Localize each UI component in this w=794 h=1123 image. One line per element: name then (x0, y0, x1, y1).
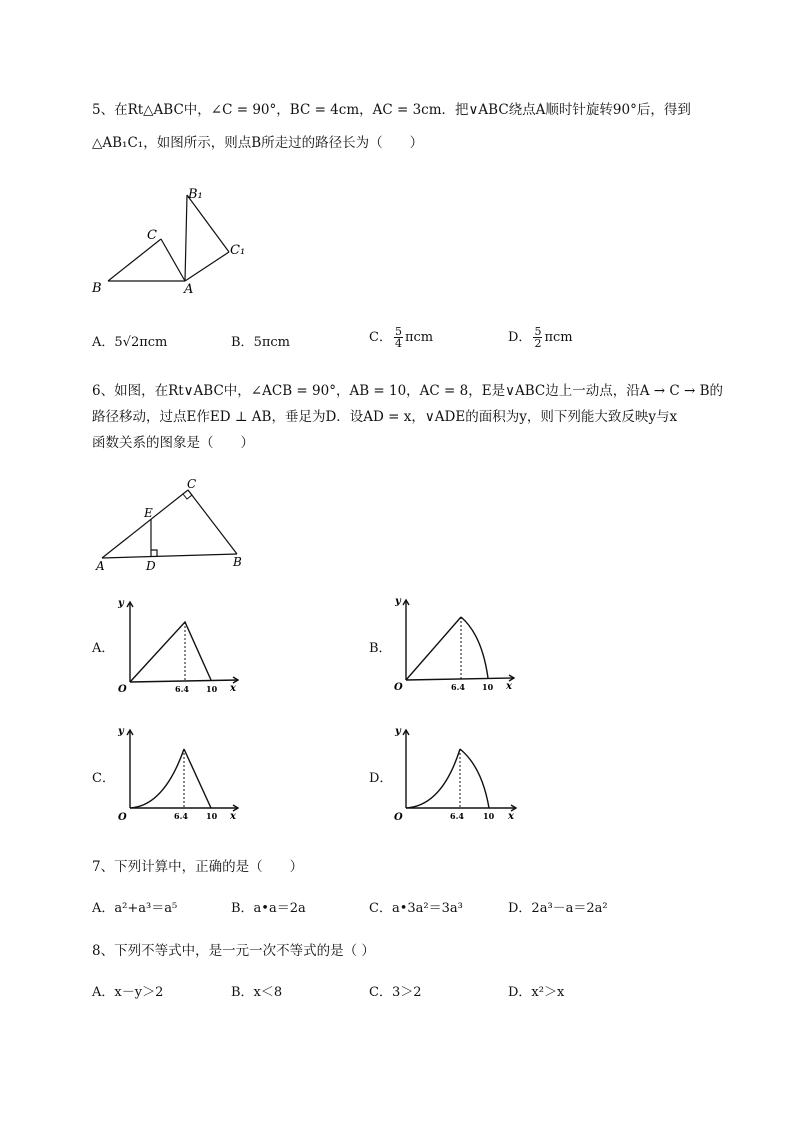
svg-text:O: O (118, 812, 127, 823)
q7-option-d[interactable]: D．2a³－a＝2a² (508, 901, 608, 916)
q6-option-d[interactable]: D． (369, 771, 393, 786)
svg-text:O: O (394, 812, 403, 823)
q6-label-E: E (144, 506, 153, 520)
q6-option-c[interactable]: C． (92, 771, 115, 786)
q5-seg-AC1 (185, 252, 229, 281)
q6-option-b[interactable]: B． (369, 641, 392, 656)
q6-text-line1: 6、如图，在Rt∨ABC中，∠ACB = 90°，AB = 10，AC = 8，E是∨ABC边上一动点，沿A → C → B的 (92, 383, 724, 399)
svg-text:O: O (394, 682, 403, 693)
q5-option-b[interactable]: B．5πcm (231, 335, 290, 350)
q5-option-d-fraction: $\frac{5}{2}$ (534, 325, 542, 350)
svg-text:6.4: 6.4 (174, 811, 188, 821)
svg-text:y: y (118, 598, 124, 609)
q5-label-B1: B₁ (188, 187, 203, 202)
q5-seg-CA (161, 239, 185, 281)
q7-text-line1: 7、下列计算中，正确的是（ ） (92, 859, 304, 875)
q5-label-C1: C₁ (230, 243, 246, 258)
q8-option-a[interactable]: A．x－y＞2 (92, 985, 164, 1000)
q6-option-a[interactable]: A． (92, 641, 115, 656)
q6-graph-c[interactable] (114, 722, 244, 827)
q6-label-D: D (146, 559, 156, 573)
q5-label-B: B (92, 281, 102, 296)
q6-text-line3: 函数关系的图象是（ ） (92, 435, 254, 451)
q6-graph-d[interactable] (392, 722, 522, 827)
q5-option-a-value: 5√2πcm (114, 335, 168, 350)
svg-text:10: 10 (482, 682, 494, 692)
svg-text:x: x (230, 811, 236, 822)
q5-label-A: A (184, 282, 194, 297)
q5-seg-AB1 (185, 195, 187, 281)
svg-text:y: y (395, 726, 401, 737)
q5-seg-B1C1 (187, 195, 229, 252)
q5-seg-BC (108, 239, 161, 281)
q6-label-C: C (187, 477, 197, 491)
q8-option-d[interactable]: D．x²＞x (508, 985, 565, 1000)
q5-option-c[interactable]: C． $\frac{5}{4}$ πcm (369, 325, 434, 350)
q5-option-b-value: 5πcm (253, 335, 290, 350)
svg-text:x: x (506, 681, 512, 692)
q6-label-B: B (233, 555, 242, 569)
q5-text-line2: △AB₁C₁，如图所示，则点B所走过的路径长为（ ） (92, 135, 424, 151)
q6-graph-a[interactable] (114, 592, 244, 697)
q8-text-line1: 8、下列不等式中，是一元一次不等式的是（ ） (92, 943, 375, 959)
svg-text:x: x (508, 811, 514, 822)
svg-text:6.4: 6.4 (175, 684, 189, 694)
svg-text:6.4: 6.4 (451, 682, 465, 692)
q8-option-c[interactable]: C．3＞2 (369, 985, 422, 1000)
svg-text:y: y (118, 726, 124, 737)
q7-option-c[interactable]: C．a•3a²＝3a³ (369, 901, 463, 916)
q6-triangle-figure (90, 475, 260, 575)
q5-text-line1: 5、在Rt△ABC中，∠C = 90°，BC = 4cm，AC = 3cm．把∨ABC绕点A顺时针旋转90°后，得到 (92, 102, 691, 118)
svg-text:10: 10 (483, 811, 495, 821)
q5-label-C: C (147, 228, 157, 243)
svg-text:10: 10 (206, 684, 218, 694)
q6-text-line2: 路径移动，过点E作ED ⊥ AB，垂足为D．设AD = x，∨ADE的面积为y，则下列能大致反映y与x (92, 409, 678, 425)
q6-graph-b[interactable] (392, 590, 522, 695)
svg-text:y: y (395, 596, 401, 607)
q5-option-d[interactable]: D． $\frac{5}{2}$ πcm (508, 325, 573, 350)
q5-figure (88, 180, 258, 300)
svg-text:6.4: 6.4 (450, 811, 464, 821)
svg-text:O: O (118, 684, 127, 695)
svg-text:10: 10 (206, 811, 218, 821)
q7-option-b[interactable]: B．a•a＝2a (231, 901, 306, 916)
q8-option-b[interactable]: B．x＜8 (231, 985, 283, 1000)
q5-option-a[interactable]: A．5√2πcm (92, 335, 168, 350)
q7-option-a[interactable]: A．a²+a³＝a⁵ (92, 901, 178, 916)
q6-label-A: A (96, 559, 105, 573)
q5-option-c-fraction: $\frac{5}{4}$ (394, 325, 402, 350)
svg-text:x: x (230, 683, 236, 694)
